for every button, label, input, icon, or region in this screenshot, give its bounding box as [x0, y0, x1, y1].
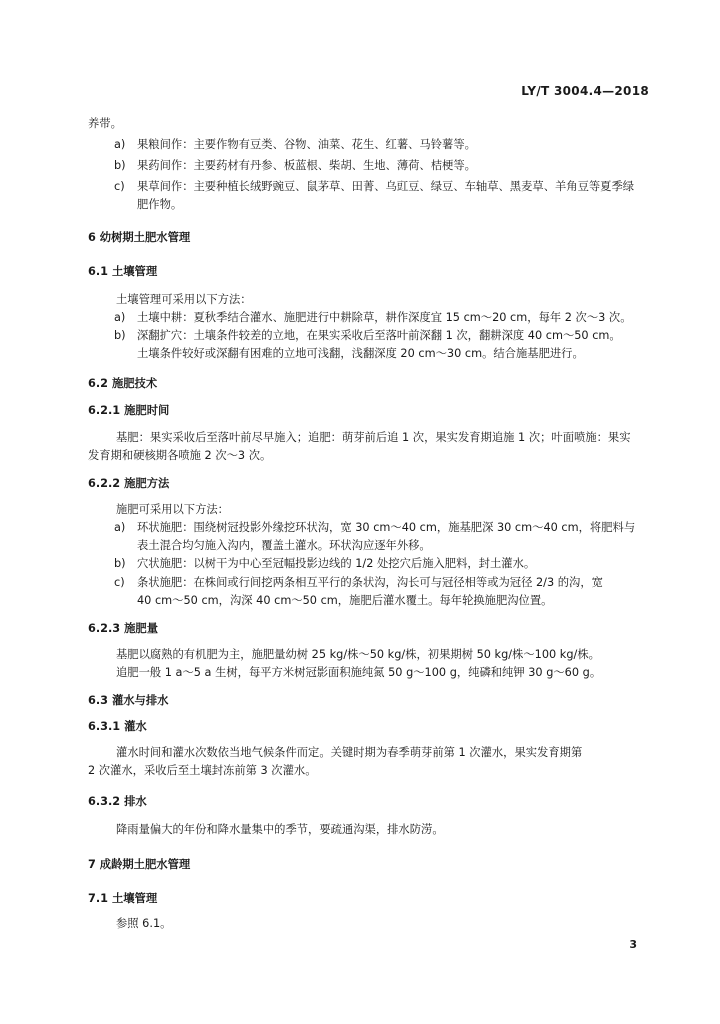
list-label: b): [114, 159, 126, 172]
list-label: c): [114, 180, 125, 193]
section-heading: 6.2.2 施肥方法: [88, 477, 170, 490]
text-line: 土壤条件较好或深翻有困难的立地可浅翻，浅翻深度 20 cm～30 cm。结合施基肥进行。: [137, 347, 584, 360]
list-item: 土壤中耕：夏秋季结合灌水、施肥进行中耕除草，耕作深度宜 15 cm～20 cm，每年 2 次～3 次。: [137, 311, 632, 324]
text-line: 40 cm～50 cm，沟深 40 cm～50 cm，施肥后灌水覆土。每年轮换施肥沟位置。: [137, 594, 553, 607]
text-line: 肥作物。: [137, 198, 183, 211]
text-line: 基肥：果实采收后至落叶前尽早施入；追肥：萌芽前后追 1 次，果实发育期追施 1 次；叶面喷施：果实: [116, 431, 631, 444]
section-heading: 6.3.2 排水: [88, 795, 147, 808]
list-item: 条状施肥：在株间或行间挖两条相互平行的条状沟，沟长可与冠径相等或为冠径 2/3 的沟，宽: [137, 576, 603, 589]
text-line: 2 次灌水，采收后至土壤封冻前第 3 次灌水。: [88, 764, 317, 777]
section-heading: 6.2.3 施肥量: [88, 622, 158, 635]
text-line: 施肥可采用以下方法：: [116, 503, 229, 516]
text-line: 灌水时间和灌水次数依当地气候条件而定。关键时期为春季萌芽前第 1 次灌水，果实发育期第: [116, 746, 583, 759]
section-heading: 6.1 土壤管理: [88, 265, 158, 278]
list-label: a): [114, 311, 126, 324]
list-item: 果粮间作：主要作物有豆类、谷物、油菜、花生、红薯、马铃薯等。: [137, 138, 476, 151]
text-line: 基肥以腐熟的有机肥为主，施肥量幼树 25 kg/株～50 kg/株，初果期树 50 kg/株～100 kg/株。: [116, 648, 600, 661]
section-heading: 6.2 施肥技术: [88, 377, 158, 390]
standard-code: LY/T 3004.4—2018: [521, 84, 649, 98]
list-item: 果草间作：主要种植长绒野豌豆、鼠茅草、田菁、乌豇豆、绿豆、车轴草、黑麦草、羊角豆等夏季绿: [137, 180, 635, 193]
list-label: b): [114, 329, 126, 342]
list-label: a): [114, 138, 126, 151]
text-line: 表土混合均匀施入沟内，覆盖土灌水。环状沟应逐年外移。: [137, 539, 431, 552]
text-line: 参照 6.1。: [116, 917, 172, 930]
text-line: 发育期和硬核期各喷施 2 次～3 次。: [88, 449, 272, 462]
section-heading: 7 成龄期土肥水管理: [88, 858, 191, 871]
list-label: c): [114, 576, 125, 589]
list-item: 果药间作：主要药材有丹参、板蓝根、柴胡、生地、薄荷、桔梗等。: [137, 159, 476, 172]
section-heading: 6.3 灌水与排水: [88, 694, 169, 707]
page-number: 3: [629, 938, 637, 951]
list-item: 环状施肥：围绕树冠投影外缘挖环状沟，宽 30 cm～40 cm，施基肥深 30 cm～40 cm，将肥料与: [137, 521, 636, 534]
section-heading: 6.2.1 施肥时间: [88, 404, 170, 417]
section-heading: 7.1 土壤管理: [88, 892, 158, 905]
list-label: b): [114, 557, 126, 570]
text-line: 降雨量偏大的年份和降水量集中的季节，要疏通沟渠，排水防涝。: [116, 823, 444, 836]
section-heading: 6 幼树期土肥水管理: [88, 231, 191, 244]
list-label: a): [114, 521, 126, 534]
text-line: 追肥一般 1 a～5 a 生树，每平方米树冠影面积施纯氮 50 g～100 g，纯磷和纯钾 30 g～60 g。: [116, 666, 602, 679]
text-line: 土壤管理可采用以下方法：: [116, 293, 252, 306]
text-line: 养带。: [88, 117, 122, 130]
section-heading: 6.3.1 灌水: [88, 720, 147, 733]
list-item: 深翻扩穴：土壤条件较差的立地，在果实采收后至落叶前深翻 1 次，翻耕深度 40 cm～50 cm。: [137, 329, 621, 342]
list-item: 穴状施肥：以树干为中心至冠幅投影边线的 1/2 处挖穴后施入肥料，封土灌水。: [137, 557, 536, 570]
